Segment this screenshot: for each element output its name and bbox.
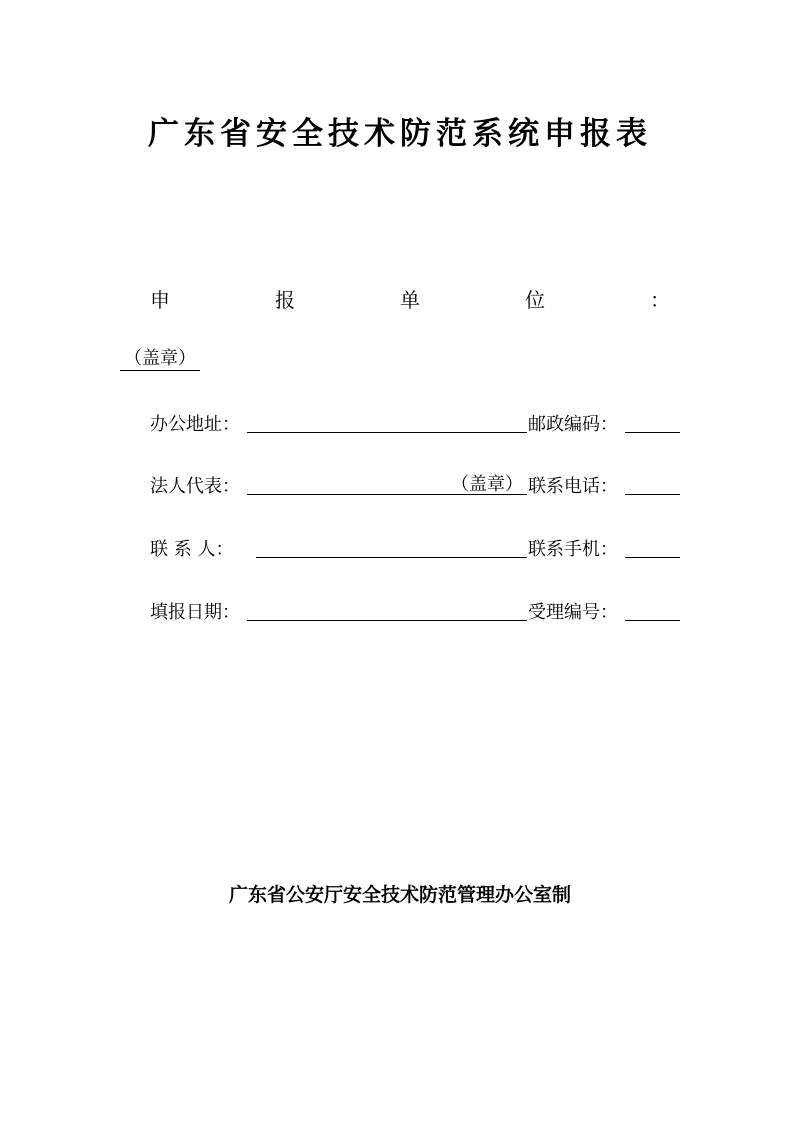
applicant-unit-label: [150, 284, 670, 313]
legal-representative-field[interactable]: [247, 472, 527, 495]
field-row-contact-person: [150, 535, 680, 565]
applicant-seal-note: （盖章）: [120, 348, 200, 371]
applicant-char: 位: [525, 288, 545, 312]
field-row-office-address: [150, 410, 680, 440]
acceptance-number-label: 受理编号：: [528, 602, 618, 623]
contact-person-field[interactable]: [256, 535, 527, 558]
applicant-char: 单: [400, 288, 420, 312]
field-row-fill-date: [150, 598, 680, 628]
contact-phone-label: 联系电话：: [528, 476, 618, 497]
contact-phone-field[interactable]: [625, 472, 680, 495]
postal-code-label: 邮政编码：: [528, 414, 618, 435]
issuing-office: [0, 880, 800, 907]
applicant-char: 申: [150, 288, 170, 312]
issuing-office-text: 广东省公安厅安全技术防范管理办公室制: [228, 884, 571, 906]
postal-code-field[interactable]: [625, 410, 680, 433]
legal-representative-seal-note: （盖章）: [451, 474, 523, 495]
field-row-legal-representative: [150, 472, 680, 502]
office-address-label: 办公地址：: [150, 414, 240, 435]
applicant-char: 报: [275, 288, 295, 312]
fill-date-label: 填报日期：: [150, 602, 240, 623]
contact-mobile-field[interactable]: [625, 535, 680, 558]
legal-representative-label: 法人代表：: [150, 476, 240, 497]
acceptance-number-field[interactable]: [625, 598, 680, 621]
fill-date-field[interactable]: [247, 598, 527, 621]
office-address-field[interactable]: [247, 410, 527, 433]
contact-person-label: 联 系 人：: [150, 539, 234, 560]
document-title: 广东省安全技术防范系统申报表: [148, 116, 652, 152]
applicant-char: ：: [650, 288, 670, 312]
contact-mobile-label: 联系手机：: [528, 539, 618, 560]
